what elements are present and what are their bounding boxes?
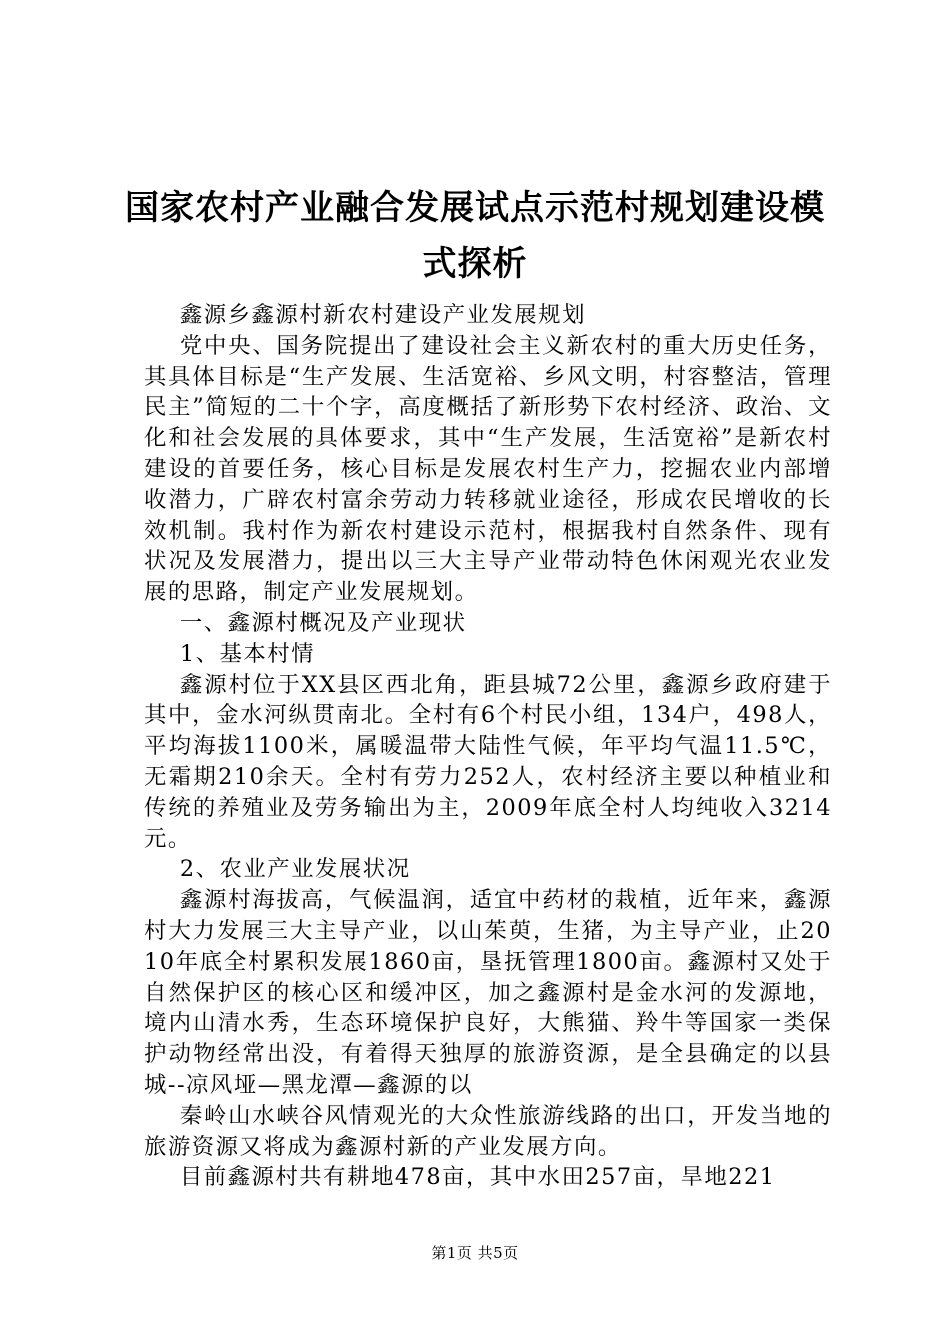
page-number-footer: 第1页 共5页	[431, 1244, 519, 1262]
document-title-line-2: 式探析	[422, 244, 528, 284]
subsection-heading-agriculture: 2、农业产业发展状况	[179, 856, 411, 883]
section-heading-overview: 一、鑫源村概况及产业现状	[179, 609, 467, 636]
body-paragraph-agriculture: 鑫源村海拔高，气候温润，适宜中药材的栽植，近年来，鑫源村大力发展三大主导产业，以山茱萸，生猪，为主导产业，止2010年底全村累积发展1860亩，垦抚管理1800亩。鑫源村又处于自然保护区的核心区和缓冲区，加之鑫源村是金水河的发源地，境内山清水秀，生态环境保护良好，大熊猫、羚牛等国家一类保护动物经常出没，有着得天独厚的旅游资源，是全县确定的以县城--凉风垭—黑龙潭—鑫源的以	[144, 887, 832, 1098]
body-paragraph-farmland: 目前鑫源村共有耕地478亩，其中水田257亩，旱地221	[179, 1164, 776, 1191]
body-paragraph-plan-heading: 鑫源乡鑫源村新农村建设产业发展规划	[179, 302, 586, 328]
body-paragraph-tourism: 秦岭山水峡谷风情观光的大众性旅游线路的出口，开发当地的旅游资源又将成为鑫源村新的产业发展方向。	[144, 1102, 832, 1160]
document-title-line-1: 国家农村产业融合发展试点示范村规划建设模	[125, 188, 825, 228]
document-body	[144, 300, 832, 1193]
subsection-heading-basic-info: 1、基本村情	[179, 640, 316, 667]
body-paragraph-intro: 党中央、国务院提出了建设社会主义新农村的重大历史任务，其具体目标是“生产发展、生活宽裕、乡风文明，村容整洁，管理民主”简短的二十个字，高度概括了新形势下农村经济、政治、文化和社会发展的具体要求，其中“生产发展，生活宽裕”是新农村建设的首要任务，核心目标是发展农村生产力，挖掘农业内部增收潜力，广辟农村富余劳动力转移就业途径，形成农民增收的长效机制。我村作为新农村建设示范村，根据我村自然条件、现有状况及发展潜力，提出以三大主导产业带动特色休闲观光农业发展的思路，制定产业发展规划。	[144, 332, 832, 606]
body-paragraph-basic-info: 鑫源村位于XX县区西北角，距县城72公里，鑫源乡政府建于其中，金水河纵贯南北。全村有6个村民小组，134户，498人，平均海拔1100米，属暖温带大陆性气候，年平均气温11.5℃，无霜期210余天。全村有劳力252人，农村经济主要以种植业和传统的养殖业及劳务输出为主，2009年底全村人均纯收入3214元。	[144, 671, 832, 852]
